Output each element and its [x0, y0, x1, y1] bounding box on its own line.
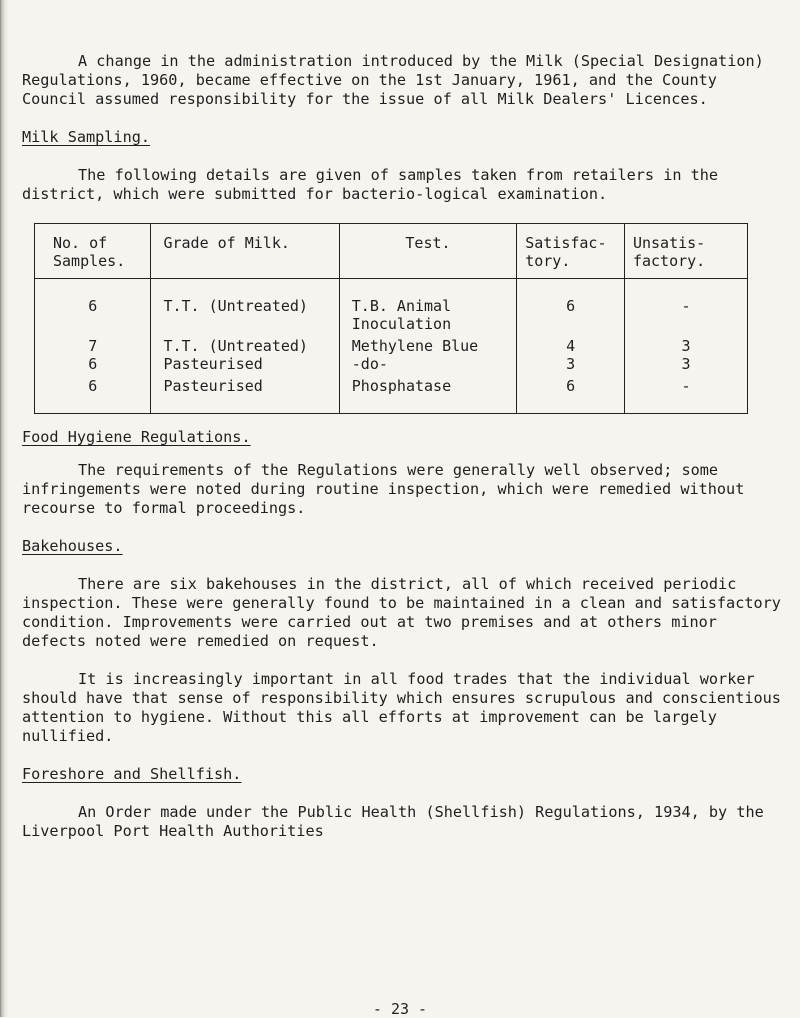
cell-unsatisfactory: -: [624, 279, 747, 334]
table-row: [35, 373, 748, 414]
foreshore-paragraph: An Order made under the Public Health (Shellfish) Regulations, 1934, by the Liverpool Port Health Authorities: [22, 803, 773, 840]
cell-grade: Pasteurised: [151, 355, 339, 373]
header-unsatisfactory: Unsatis-factory.: [624, 224, 747, 279]
cell-test: T.B. Animal Inoculation: [339, 279, 516, 334]
milk-sampling-heading: Milk Sampling.: [22, 128, 151, 146]
cell-unsatisfactory: -: [624, 373, 747, 414]
milk-sampling-paragraph: The following details are given of samples taken from retailers in the district, which were submitted for bacterio-logical examination.: [22, 166, 728, 203]
food-hygiene-heading: Food Hygiene Regulations.: [22, 428, 251, 446]
table-row: [35, 333, 748, 355]
cell-satisfactory: 3: [517, 355, 625, 373]
cell-samples: 6: [35, 279, 151, 334]
document-page: [22, 52, 791, 841]
header-test: Test.: [339, 224, 516, 279]
intro-paragraph: A change in the administration introduced by the Milk (Special Designation) Regulations, 1960, became effective on the 1st January, 1961, and the County Council assumed responsibility for the issue of all Milk Dealers' Licences.: [22, 52, 773, 108]
bakehouses-heading: Bakehouses.: [22, 537, 123, 555]
food-hygiene-paragraph: The requirements of the Regulations were generally well observed; some infringements were noted during routine inspection, which were remedied without recourse to formal proceedings.: [22, 461, 754, 517]
bakehouses-paragraph-1: There are six bakehouses in the district, all of which received periodic inspection. These were generally found to be maintained in a clean and satisfactory condition. Improvements were carried out at two premises and at others minor defects noted were remedied on request.: [22, 575, 791, 650]
milk-samples-table: [34, 223, 748, 414]
cell-samples: 7: [35, 333, 151, 355]
cell-test: -do-: [339, 355, 516, 373]
cell-test: Methylene Blue: [339, 333, 516, 355]
cell-samples: 6: [35, 355, 151, 373]
cell-unsatisfactory: 3: [624, 355, 747, 373]
table-row: [35, 279, 748, 334]
foreshore-heading: Foreshore and Shellfish.: [22, 765, 242, 783]
cell-test: Phosphatase: [339, 373, 516, 414]
cell-satisfactory: 4: [517, 333, 625, 355]
page-binding-edge: [0, 0, 9, 1017]
cell-grade: Pasteurised: [151, 373, 339, 414]
bakehouses-paragraph-2: It is increasingly important in all food trades that the individual worker should have that sense of responsibility which ensures scrupulous and conscientious attention to hygiene. Without this all efforts at improvement can be largely nullified.: [22, 670, 791, 745]
header-no-of-samples: No. of Samples.: [35, 224, 151, 279]
header-satisfactory: Satisfac-tory.: [517, 224, 625, 279]
table-row: [35, 355, 748, 373]
cell-samples: 6: [35, 373, 151, 414]
table-header-row: [35, 224, 748, 279]
cell-grade: T.T. (Untreated): [151, 279, 339, 334]
cell-satisfactory: 6: [517, 279, 625, 334]
cell-unsatisfactory: 3: [624, 333, 747, 355]
cell-satisfactory: 6: [517, 373, 625, 414]
page-number: - 23 -: [372, 1000, 428, 1018]
cell-grade: T.T. (Untreated): [151, 333, 339, 355]
header-grade-of-milk: Grade of Milk.: [151, 224, 339, 279]
